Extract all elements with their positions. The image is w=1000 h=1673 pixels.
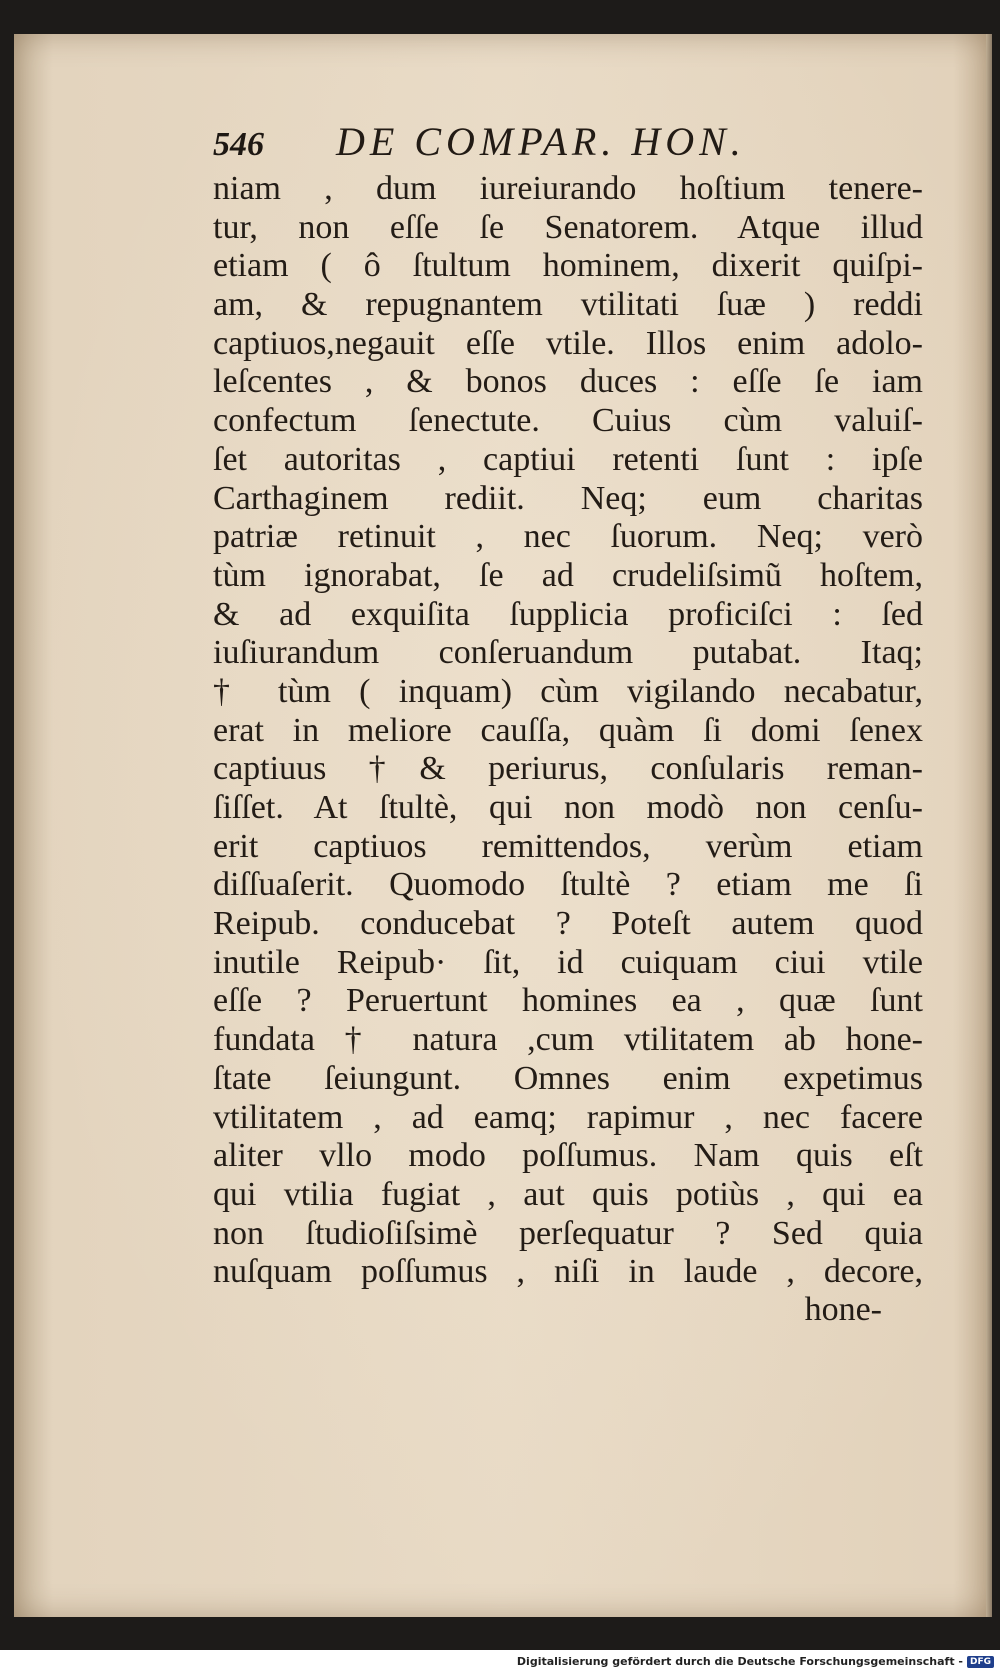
text-line: non ſtudioſiſsimè perſequatur ? Sed quia — [213, 1214, 923, 1252]
text-line: patriæ retinuit , nec ſuorum. Neq; verò — [213, 518, 923, 556]
text-line: aliter vllo modo poſſumus. Nam quis eſt — [213, 1137, 923, 1175]
text-line: ſiſſet. At ſtultè, qui non modò non cenſu- — [213, 789, 923, 826]
page-number: 546 — [213, 126, 264, 163]
text-line: fundata † natura ,cum vtilitatem ab hone- — [213, 1021, 923, 1059]
page-edge — [986, 34, 992, 1617]
text-line: Carthaginem rediit. Neq; eum charitas — [213, 479, 923, 517]
funding-credit: Digitalisierung gefördert durch die Deutsche Forschungsgemeinschaft - — [516, 1655, 963, 1668]
text-line: etiam ( ô ſtultum hominem, dixerit quiſpi- — [213, 247, 923, 285]
text-line: vtilitatem , ad eamq; rapimur , nec facere — [213, 1098, 923, 1136]
text-line: iuſiurandum conſeruandum putabat. Itaq; — [213, 634, 923, 672]
digitization-footer — [0, 1650, 1000, 1673]
text-line: diſſuaſerit. Quomodo ſtultè ? etiam me ſi — [213, 866, 923, 904]
text-line: qui vtilia fugiat , aut quis potiùs , qui ea — [213, 1175, 923, 1213]
running-head: DE COMPAR. HON. — [336, 119, 746, 164]
page-header — [213, 118, 773, 168]
text-line: inutile Reipub· ſit, id cuiquam ciui vtile — [213, 943, 923, 981]
text-line: tur, non eſſe ſe Senatorem. Atque illud — [213, 208, 923, 246]
text-line: & ad exquiſita ſupplicia proficiſci : ſed — [213, 595, 923, 633]
body-text — [213, 170, 923, 1292]
text-line: † tùm ( inquam) cùm vigilando necabatur, — [213, 672, 923, 710]
text-line: captiuos,negauit eſſe vtile. Illos enim adolo- — [213, 324, 923, 362]
dfg-logo: DFG — [967, 1656, 994, 1668]
text-line: am, & repugnantem vtilitati ſuæ ) reddi — [213, 286, 923, 324]
text-line: eſſe ? Peruertunt homines ea , quæ ſunt — [213, 982, 923, 1020]
text-line: erit captiuos remittendos, verùm etiam — [213, 827, 923, 865]
text-line: Reipub. conducebat ? Poteſt autem quod — [213, 905, 923, 943]
text-line: ſtate ſeiungunt. Omnes enim expetimus — [213, 1059, 923, 1097]
text-line: confectum ſenectute. Cuius cùm valuiſ- — [213, 402, 923, 440]
text-line: erat in meliore cauſſa, quàm ſi domi ſenex — [213, 711, 923, 749]
text-line: leſcentes , & bonos duces : eſſe ſe iam — [213, 363, 923, 401]
text-line: niam , dum iureiurando hoſtium tenere- — [213, 170, 923, 207]
text-line: ſet autoritas , captiui retenti ſunt : ipſe — [213, 440, 923, 478]
text-line: captiuus †& periurus, conſularis reman- — [213, 750, 923, 788]
text-line: nuſquam poſſumus , niſi in laude , decore, — [213, 1253, 923, 1291]
text-line: tùm ignorabat, ſe ad crudeliſsimũ hoſtem, — [213, 556, 923, 594]
catchword: hone- — [804, 1291, 882, 1328]
